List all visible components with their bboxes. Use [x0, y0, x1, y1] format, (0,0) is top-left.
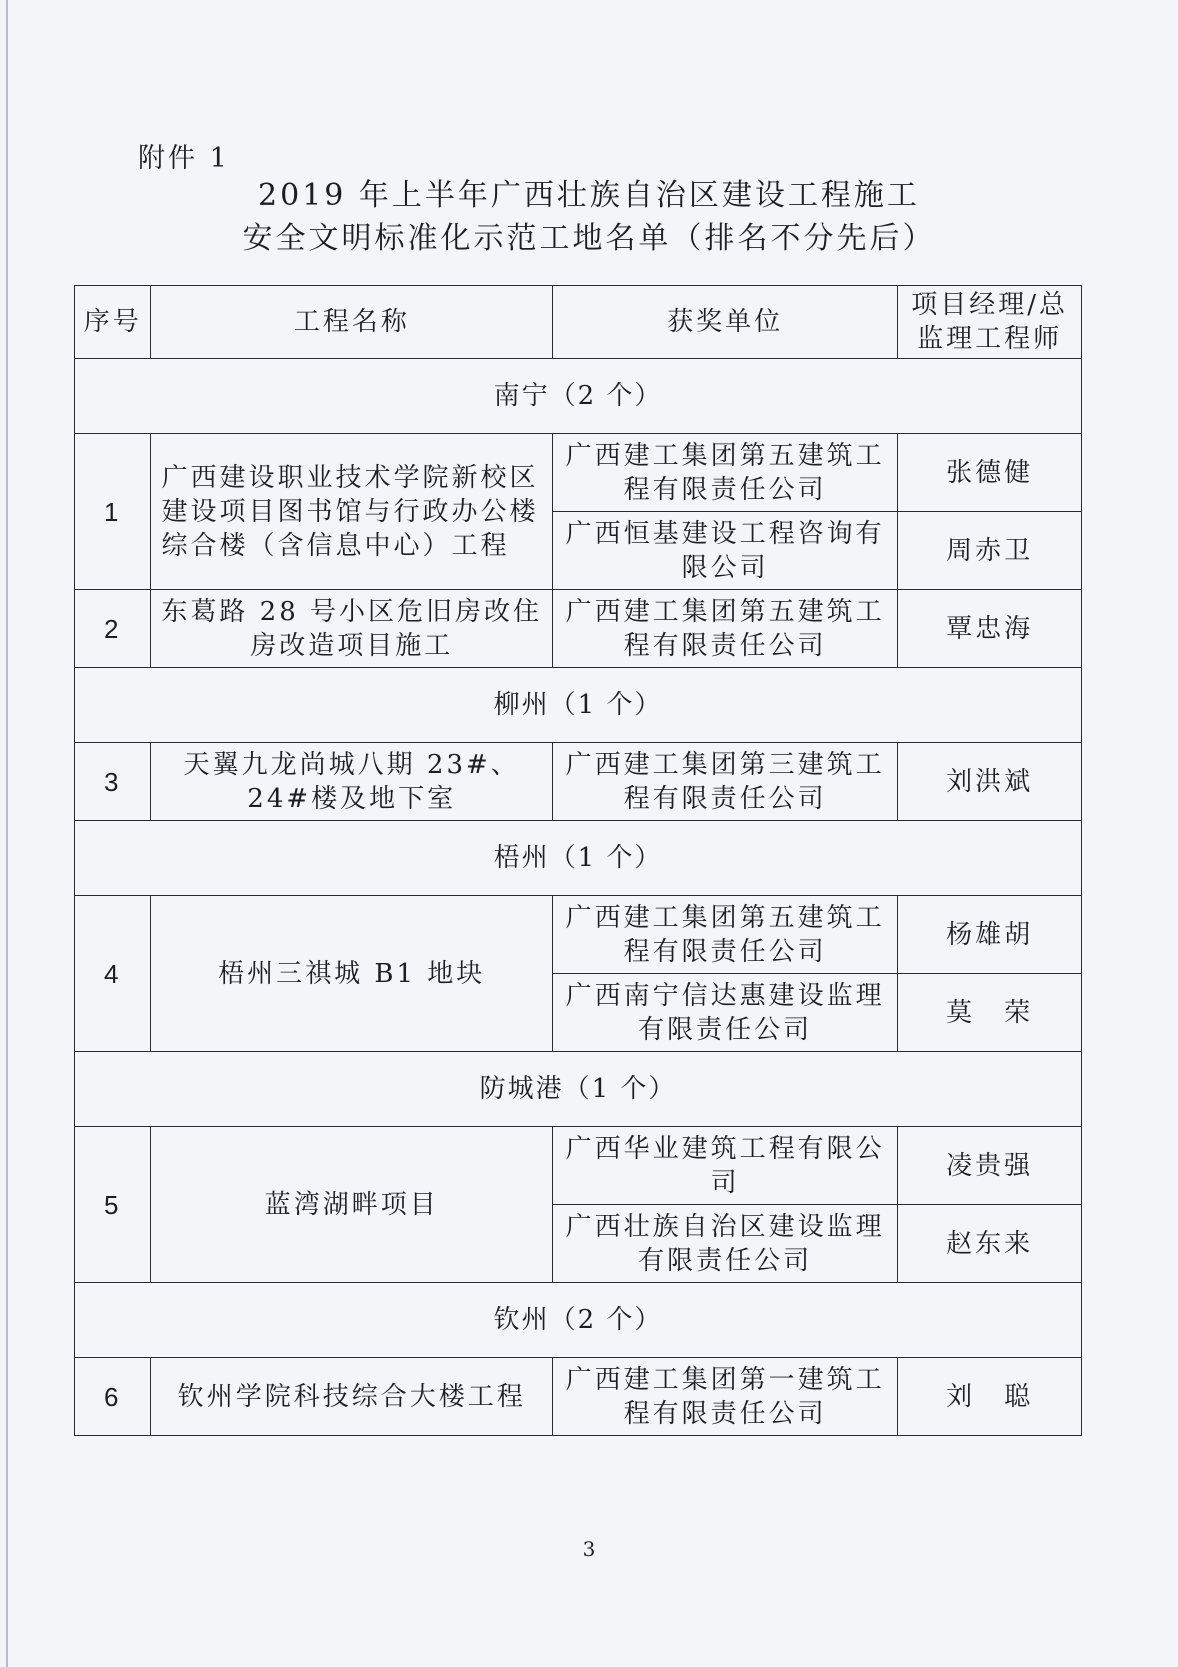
row-unit: 广西南宁信达惠建设监理有限责任公司	[552, 974, 897, 1052]
row-manager: 覃忠海	[898, 590, 1082, 668]
row-project: 钦州学院科技综合大楼工程	[151, 1358, 553, 1436]
row-manager: 刘 聪	[898, 1358, 1082, 1436]
region-name: 防城港（1 个）	[75, 1052, 1082, 1127]
table-row	[75, 1127, 1082, 1205]
row-project: 广西建设职业技术学院新校区建设项目图书馆与行政办公楼综合楼（含信息中心）工程	[151, 434, 553, 590]
header-unit: 获奖单位	[552, 286, 897, 359]
region-row	[75, 1052, 1082, 1127]
row-unit: 广西建工集团第五建筑工程有限责任公司	[552, 896, 897, 974]
table-row	[75, 896, 1082, 974]
row-unit: 广西华业建筑工程有限公司	[552, 1127, 897, 1205]
header-manager: 项目经理/总监理工程师	[898, 286, 1082, 359]
document-title-line1: 2019 年上半年广西壮族自治区建设工程施工	[258, 178, 920, 213]
row-project: 东葛路 28 号小区危旧房改住房改造项目施工	[151, 590, 553, 668]
attachment-label: 附件 1	[138, 143, 230, 174]
region-name: 钦州（2 个）	[75, 1283, 1082, 1358]
table-row	[75, 743, 1082, 821]
row-project: 梧州三祺城 B1 地块	[151, 896, 553, 1052]
row-unit: 广西建工集团第五建筑工程有限责任公司	[552, 590, 897, 668]
region-row	[75, 359, 1082, 434]
document-title-line2: 安全文明标准化示范工地名单（排名不分先后）	[242, 221, 936, 256]
table-row	[75, 590, 1082, 668]
table-header-row	[75, 286, 1082, 359]
region-row	[75, 1283, 1082, 1358]
region-row	[75, 668, 1082, 743]
page-number: 3	[582, 1537, 596, 1561]
table-row	[75, 434, 1082, 512]
row-manager: 刘洪斌	[898, 743, 1082, 821]
row-manager: 杨雄胡	[898, 896, 1082, 974]
row-project: 天翼九龙尚城八期 23#、24#楼及地下室	[151, 743, 553, 821]
region-name: 梧州（1 个）	[75, 821, 1082, 896]
row-seq: 6	[75, 1358, 151, 1436]
row-project: 蓝湾湖畔项目	[151, 1127, 553, 1283]
table-row	[75, 1358, 1082, 1436]
row-manager: 周赤卫	[898, 512, 1082, 590]
row-seq: 3	[75, 743, 151, 821]
header-seq: 序号	[75, 286, 151, 359]
row-seq: 4	[75, 896, 151, 1052]
row-manager: 赵东来	[898, 1205, 1082, 1283]
row-manager: 莫 荣	[898, 974, 1082, 1052]
row-seq: 1	[75, 434, 151, 590]
row-seq: 5	[75, 1127, 151, 1283]
row-seq: 2	[75, 590, 151, 668]
region-row	[75, 821, 1082, 896]
row-unit: 广西恒基建设工程咨询有限公司	[552, 512, 897, 590]
row-unit: 广西建工集团第五建筑工程有限责任公司	[552, 434, 897, 512]
header-project: 工程名称	[151, 286, 553, 359]
row-unit: 广西壮族自治区建设监理有限责任公司	[552, 1205, 897, 1283]
region-name: 南宁（2 个）	[75, 359, 1082, 434]
award-table	[74, 285, 1082, 1436]
row-manager: 张德健	[898, 434, 1082, 512]
region-name: 柳州（1 个）	[75, 668, 1082, 743]
row-unit: 广西建工集团第一建筑工程有限责任公司	[552, 1358, 897, 1436]
row-unit: 广西建工集团第三建筑工程有限责任公司	[552, 743, 897, 821]
row-manager: 凌贵强	[898, 1127, 1082, 1205]
